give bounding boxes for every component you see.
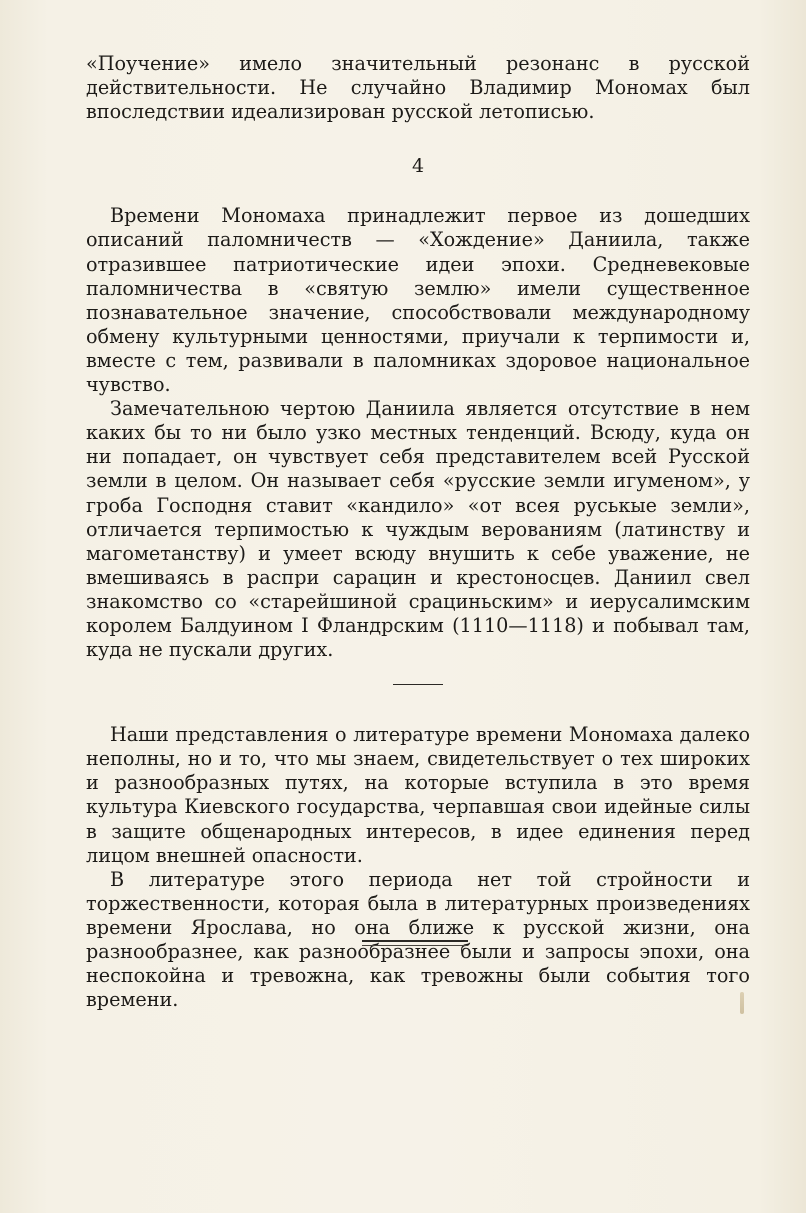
section-divider — [393, 684, 443, 685]
paragraph-continuation: «Поучение» имело значительный резонанс в русской действительности. Не случайно Владимир Мономах был впоследствии идеализирован русской летописью. — [86, 52, 750, 124]
chapter-end-ornament — [362, 940, 468, 949]
section-number: 4 — [411, 155, 425, 178]
paragraph-literature: Наши представления о литературе времени Мономаха далеко неполны, но и то, что мы знаем, свидетельствует о тех широких и разнообразных путях, на которые вступила в это время культура Киевского государства, черпавшая свои идейные силы в защите общенародных интересов, в идее единения перед лицом внешней опасности. — [86, 723, 750, 867]
page-text-block — [86, 52, 750, 1012]
paragraph-conclusion: В литературе этого периода нет той стройности и торжественности, которая была в литературных произведениях времени Ярослава, но она ближе к русской жизни, она разнообразнее, как разнообразнее были и запросы эпохи, она неспокойна и тревожна, как тревожны были события того времени. — [86, 867, 750, 1012]
paragraph-pilgrimage: Времени Мономаха принадлежит первое из дошедших описаний паломничеств — «Хождение» Даниила, также отразившее патриотические идеи эпохи. Средневековые паломничества в «святую землю» имели существенное познавательное значение, способствовали международному обмену культурными ценностями, приучали к терпимости и, вместе с тем, развивали в паломниках здоровое национальное чувство. — [86, 204, 750, 397]
paper-speck — [740, 992, 744, 1014]
paragraph-daniil: Замечательною чертою Даниила является отсутствие в нем каких бы то ни было узко местных тенденций. Всюду, куда он ни попадает, он чувствует себя представителем всей Русской земли в целом. Он называет себя «русские земли игуменом», у гроба Господня ставит «кандило» «от всея руськые земли», отличается терпимостью к чуждым верованиям (латинству и магометанству) и умеет всюду внушить к себе уважение, не вмешиваясь в распри сарацин и крестоносцев. Даниил свел знакомство со «старейшиной срациньским» и иерусалимским королем Балдуином I Фландрским (1110—1118) и побывал там, куда не пускали других. — [86, 397, 750, 662]
